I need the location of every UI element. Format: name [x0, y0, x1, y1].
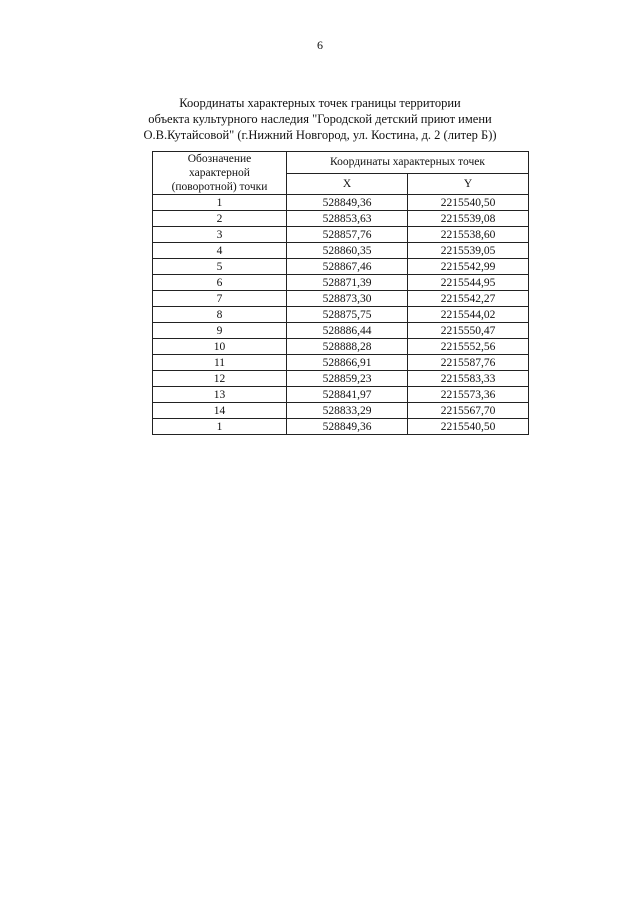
table-body: [153, 195, 529, 435]
cell-y: 2215538,60: [408, 227, 529, 243]
table-row: [153, 259, 529, 275]
cell-x: 528866,91: [287, 355, 408, 371]
cell-x: 528853,63: [287, 211, 408, 227]
cell-point: 1: [153, 419, 287, 435]
cell-y: 2215587,76: [408, 355, 529, 371]
header-point-line-3: (поворотной) точки: [171, 181, 268, 193]
cell-y: 2215544,02: [408, 307, 529, 323]
table-row: [153, 211, 529, 227]
title-line-1: Координаты характерных точек границы территории: [179, 96, 461, 110]
title-line-2: объекта культурного наследия "Городской детский приют имени: [148, 112, 492, 126]
cell-x: 528833,29: [287, 403, 408, 419]
table-row: [153, 275, 529, 291]
table-row: [153, 227, 529, 243]
cell-point: 5: [153, 259, 287, 275]
cell-y: 2215542,99: [408, 259, 529, 275]
cell-point: 13: [153, 387, 287, 403]
cell-point: 8: [153, 307, 287, 323]
cell-y: 2215540,50: [408, 419, 529, 435]
cell-x: 528888,28: [287, 339, 408, 355]
table-row: [153, 291, 529, 307]
table-row: [153, 243, 529, 259]
coordinates-table: [152, 151, 529, 435]
cell-point: 1: [153, 195, 287, 211]
cell-point: 11: [153, 355, 287, 371]
table-row: [153, 403, 529, 419]
cell-x: 528841,97: [287, 387, 408, 403]
cell-x: 528849,36: [287, 419, 408, 435]
table-row: [153, 371, 529, 387]
cell-y: 2215550,47: [408, 323, 529, 339]
header-point-line-1: Обозначение: [187, 153, 252, 165]
cell-point: 7: [153, 291, 287, 307]
header-coordinates: Координаты характерных точек: [287, 152, 529, 174]
cell-x: 528860,35: [287, 243, 408, 259]
cell-point: 10: [153, 339, 287, 355]
cell-y: 2215567,70: [408, 403, 529, 419]
cell-y: 2215539,08: [408, 211, 529, 227]
title-line-3: О.В.Кутайсовой" (г.Нижний Новгород, ул. Костина, д. 2 (литер Б)): [143, 128, 497, 142]
header-y: Y: [408, 173, 529, 195]
cell-y: 2215539,05: [408, 243, 529, 259]
cell-x: 528875,75: [287, 307, 408, 323]
cell-y: 2215573,36: [408, 387, 529, 403]
table-row: [153, 195, 529, 211]
cell-y: 2215552,56: [408, 339, 529, 355]
header-point-designation: [153, 152, 287, 195]
cell-point: 14: [153, 403, 287, 419]
cell-point: 3: [153, 227, 287, 243]
cell-point: 9: [153, 323, 287, 339]
cell-x: 528859,23: [287, 371, 408, 387]
cell-point: 4: [153, 243, 287, 259]
cell-x: 528886,44: [287, 323, 408, 339]
cell-y: 2215544,95: [408, 275, 529, 291]
cell-y: 2215540,50: [408, 195, 529, 211]
cell-x: 528867,46: [287, 259, 408, 275]
table-row: [153, 419, 529, 435]
cell-x: 528871,39: [287, 275, 408, 291]
cell-x: 528857,76: [287, 227, 408, 243]
cell-y: 2215583,33: [408, 371, 529, 387]
cell-point: 6: [153, 275, 287, 291]
table-row: [153, 307, 529, 323]
table-row: [153, 323, 529, 339]
table-row: [153, 339, 529, 355]
header-x: X: [287, 173, 408, 195]
cell-y: 2215542,27: [408, 291, 529, 307]
table-row: [153, 387, 529, 403]
header-point-line-2: характерной: [189, 167, 250, 179]
cell-point: 2: [153, 211, 287, 227]
cell-x: 528849,36: [287, 195, 408, 211]
cell-point: 12: [153, 371, 287, 387]
page-number: 6: [317, 38, 323, 52]
document-title: [0, 95, 640, 143]
table-row: [153, 355, 529, 371]
cell-x: 528873,30: [287, 291, 408, 307]
